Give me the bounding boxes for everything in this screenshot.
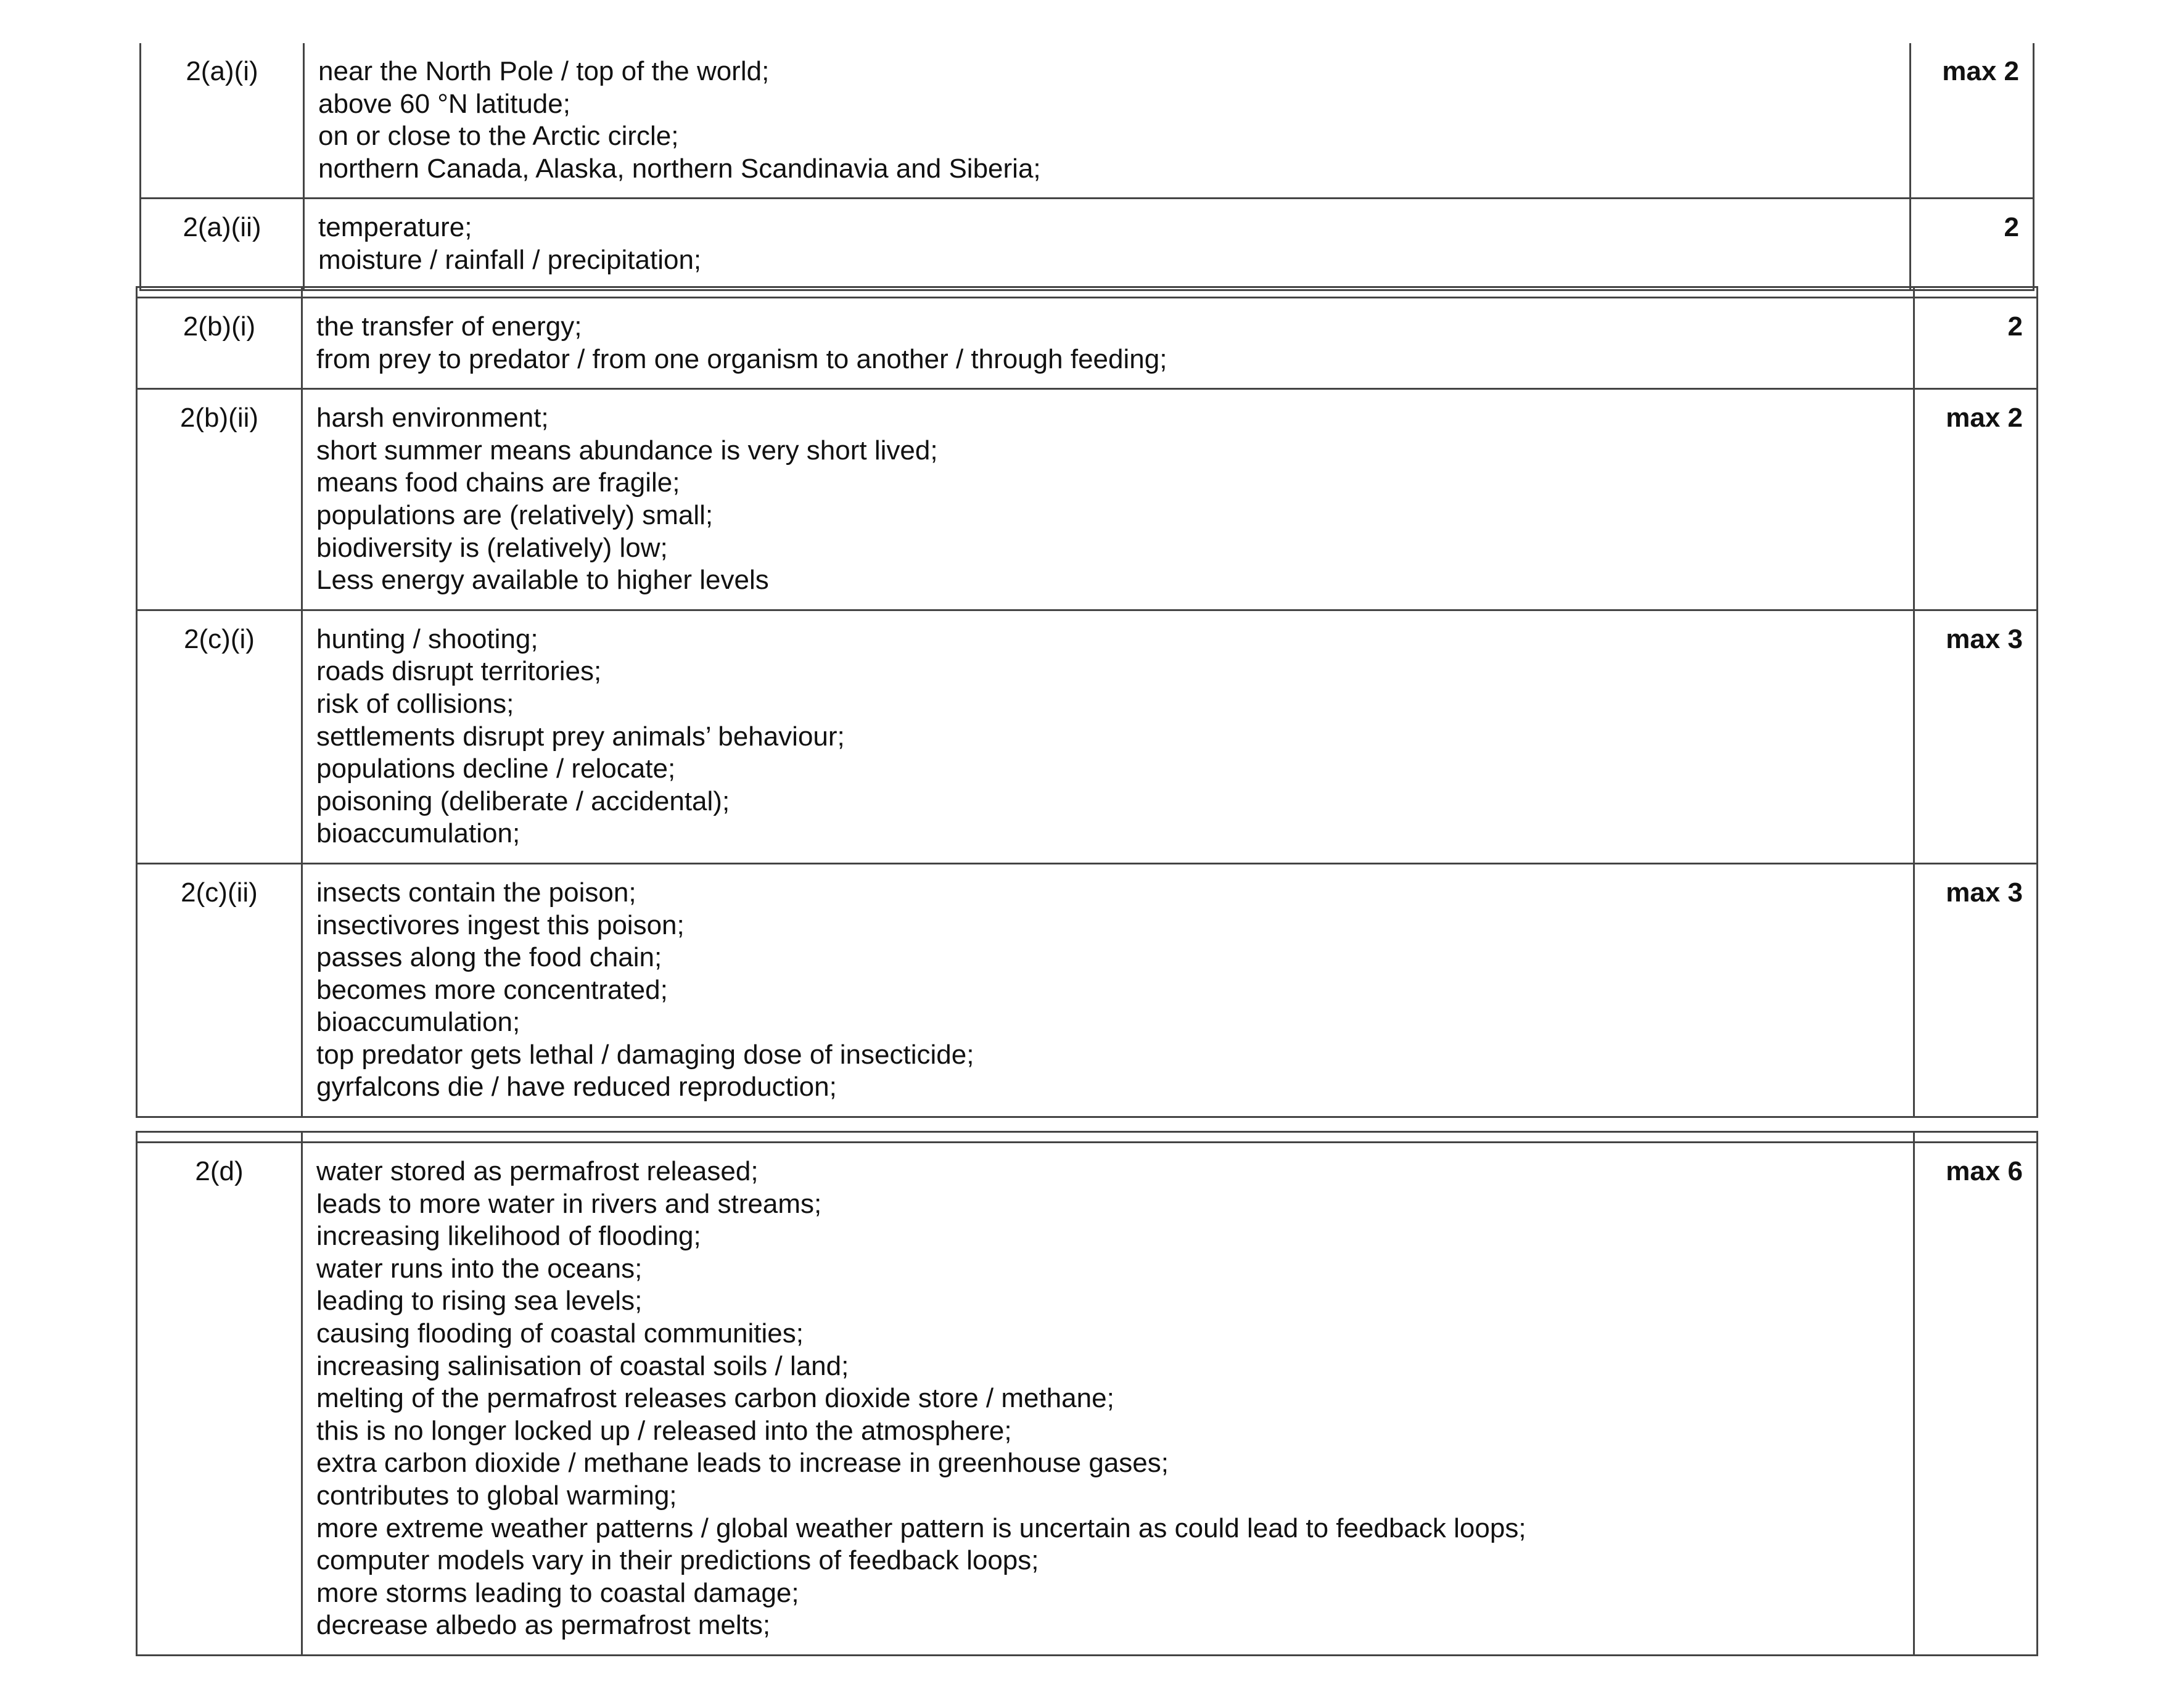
table-row bbox=[137, 389, 2038, 610]
answer-line: insectivores ingest this poison; bbox=[316, 909, 685, 940]
marks-cell: max 3 bbox=[1914, 863, 2038, 1117]
marks-cell: max 2 bbox=[1911, 43, 2034, 199]
answer-line: top predator gets lethal / damaging dose of insecticide; bbox=[316, 1039, 974, 1070]
marks-cell: 2 bbox=[1914, 298, 2038, 389]
answer-line: water stored as permafrost released; bbox=[316, 1156, 759, 1186]
answer-line: populations are (relatively) small; bbox=[316, 499, 714, 530]
spacer-cell bbox=[137, 287, 302, 298]
question-number: 2(d) bbox=[137, 1143, 302, 1656]
answer-line: melting of the permafrost releases carbon dioxide store / methane; bbox=[316, 1383, 1114, 1414]
table-row bbox=[137, 1143, 2038, 1656]
question-number: 2(b)(i) bbox=[137, 298, 302, 389]
answer-line: harsh environment; bbox=[316, 403, 549, 433]
answer-line: insects contain the poison; bbox=[316, 877, 636, 908]
answer-line: northern Canada, Alaska, northern Scandinavia and Siberia; bbox=[318, 153, 1041, 184]
answer-line: more storms leading to coastal damage; bbox=[316, 1577, 799, 1608]
answer-line: means food chains are fragile; bbox=[316, 467, 680, 498]
mark-scheme-table-2b-2c bbox=[136, 286, 2038, 1118]
table-row bbox=[137, 298, 2038, 389]
mark-scheme-table-2d bbox=[136, 1131, 2038, 1656]
answer-line: the transfer of energy; bbox=[316, 311, 582, 342]
question-number: 2(a)(i) bbox=[141, 43, 304, 199]
answer-cell bbox=[304, 43, 1911, 199]
answer-line: contributes to global warming; bbox=[316, 1480, 677, 1511]
answer-cell bbox=[302, 1143, 1914, 1656]
answer-line: near the North Pole / top of the world; bbox=[318, 56, 770, 86]
spacer-cell bbox=[302, 1132, 1914, 1143]
answer-line: becomes more concentrated; bbox=[316, 974, 668, 1005]
mark-scheme-table-2a bbox=[139, 43, 2034, 291]
marks-cell: 2 bbox=[1911, 199, 2034, 290]
table-row bbox=[141, 199, 2034, 290]
answer-line: this is no longer locked up / released into the atmosphere; bbox=[316, 1415, 1012, 1446]
answer-line: more extreme weather patterns / global weather pattern is uncertain as could lead to feedback loops; bbox=[316, 1513, 1526, 1543]
table-top-spacer bbox=[137, 1132, 2038, 1143]
answer-line: settlements disrupt prey animals’ behaviour; bbox=[316, 721, 845, 752]
answer-line: causing flooding of coastal communities; bbox=[316, 1318, 804, 1349]
answer-line: decrease albedo as permafrost melts; bbox=[316, 1610, 771, 1641]
answer-line: hunting / shooting; bbox=[316, 623, 538, 654]
table-row bbox=[137, 610, 2038, 863]
answer-line: leads to more water in rivers and streams; bbox=[316, 1188, 822, 1219]
table-row bbox=[141, 43, 2034, 199]
answer-cell bbox=[302, 610, 1914, 863]
spacer-cell bbox=[1914, 287, 2038, 298]
answer-cell bbox=[302, 389, 1914, 610]
answer-line: water runs into the oceans; bbox=[316, 1253, 643, 1284]
answer-line: roads disrupt territories; bbox=[316, 656, 602, 687]
table-top-spacer bbox=[137, 287, 2038, 298]
answer-line: temperature; bbox=[318, 212, 472, 243]
answer-line: bioaccumulation; bbox=[316, 1007, 520, 1038]
table-row bbox=[137, 863, 2038, 1117]
question-number: 2(c)(ii) bbox=[137, 863, 302, 1117]
marks-cell: max 3 bbox=[1914, 610, 2038, 863]
spacer-cell bbox=[1914, 1132, 2038, 1143]
answer-line: poisoning (deliberate / accidental); bbox=[316, 786, 730, 816]
answer-line: short summer means abundance is very short lived; bbox=[316, 435, 938, 466]
answer-line: bioaccumulation; bbox=[316, 818, 520, 849]
answer-line: populations decline / relocate; bbox=[316, 753, 676, 784]
answer-line: above 60 °N latitude; bbox=[318, 88, 570, 119]
answer-line: from prey to predator / from one organism to another / through feeding; bbox=[316, 343, 1167, 374]
answer-line: passes along the food chain; bbox=[316, 942, 662, 973]
answer-line: biodiversity is (relatively) low; bbox=[316, 532, 668, 563]
answer-line: increasing salinisation of coastal soils / land; bbox=[316, 1350, 849, 1381]
answer-cell bbox=[304, 199, 1911, 290]
answer-line: increasing likelihood of flooding; bbox=[316, 1221, 701, 1252]
answer-line: Less energy available to higher levels bbox=[316, 565, 769, 596]
question-number: 2(b)(ii) bbox=[137, 389, 302, 610]
marks-cell: max 2 bbox=[1914, 389, 2038, 610]
answer-line: gyrfalcons die / have reduced reproduction; bbox=[316, 1072, 837, 1102]
answer-line: risk of collisions; bbox=[316, 688, 514, 719]
spacer-cell bbox=[137, 1132, 302, 1143]
answer-line: extra carbon dioxide / methane leads to increase in greenhouse gases; bbox=[316, 1448, 1169, 1479]
answer-cell bbox=[302, 863, 1914, 1117]
question-number: 2(c)(i) bbox=[137, 610, 302, 863]
answer-line: on or close to the Arctic circle; bbox=[318, 121, 679, 152]
answer-cell bbox=[302, 298, 1914, 389]
answer-line: computer models vary in their predictions of feedback loops; bbox=[316, 1545, 1039, 1576]
marks-cell: max 6 bbox=[1914, 1143, 2038, 1656]
question-number: 2(a)(ii) bbox=[141, 199, 304, 290]
answer-line: moisture / rainfall / precipitation; bbox=[318, 244, 702, 275]
answer-line: leading to rising sea levels; bbox=[316, 1286, 643, 1316]
spacer-cell bbox=[302, 287, 1914, 298]
